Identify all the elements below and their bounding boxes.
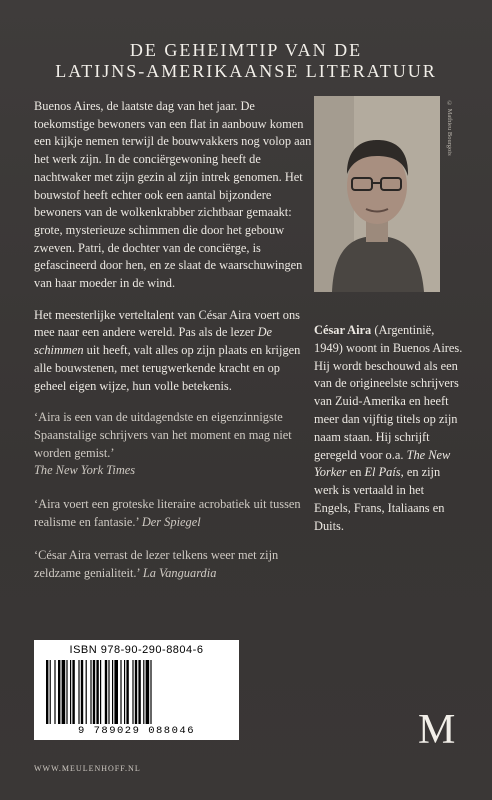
barcode-bar [146, 660, 150, 724]
review-quote-1 [34, 409, 312, 480]
barcode-bars [46, 660, 227, 724]
barcode-bar [58, 660, 60, 724]
author-portrait-illustration [314, 96, 440, 292]
book-title: De schimmen [34, 325, 273, 358]
author-photo [314, 96, 440, 292]
synopsis-paragraph: Buenos Aires, de laatste dag van het jaar. De toekomstige bewoners van een flat in aanbouw komen een kijkje nemen terwijl de bouwvakkers nog volop aan het werk zijn. In de conciërgewoning heeft de nachtwaker met zijn gezin al zijn intrek genomen. Het bouwstof heeft echter ook een aantal bijzondere bewoners van de wolkenkrabber zichtbaar gemaakt: grote, mysterieuze schimmen die door het gebouw zweven. Patri, de dochter van de conciërge, is gefascineerd door hen, en ze slaat de waarschuwingen van haar moeder in de wind. [34, 99, 312, 291]
publisher-logo: M [418, 707, 456, 753]
photo-credit: © Mathieu Bourgois [446, 100, 453, 156]
quote-text: ‘Aira voert een groteske literaire acrobatiek uit tussen realisme en fantasie.’ [34, 497, 301, 529]
barcode-bar [105, 660, 107, 724]
barcode-bar [114, 660, 118, 724]
bio-and: en [346, 465, 365, 480]
barcode-bar [70, 660, 71, 724]
publication-1: The New Yorker [314, 447, 451, 480]
ean-number: 9 789029 088046 [77, 725, 195, 737]
barcode-bar [112, 660, 113, 724]
talent-text-2: uit heeft, valt alles op zijn plaats en krijgen alle bouwstenen, met terugwerkende kracht en op geheel eigen wijze, hun volle betekenis. [34, 343, 301, 393]
barcode-bar [66, 660, 67, 724]
bio-text-1: (Argentinië, 1949) woont in Buenos Aires. Hij wordt beschouwd als een van de origineelste schrijvers van Zuid-Amerika en heeft meer dan vijftig titels op zijn naam staan. Hij schrijft geregeld voor o.a. [314, 323, 463, 462]
barcode-bar [81, 660, 83, 724]
talent-paragraph [34, 307, 312, 396]
barcode-bar [50, 660, 51, 724]
isbn-text: ISBN 978-90-290-8804-6 [69, 644, 204, 656]
headline-line-1: DE GEHEIMTIP VAN DE [129, 40, 363, 60]
barcode-bar [143, 660, 144, 724]
publication-2: El País [364, 465, 401, 480]
barcode-bar [72, 660, 74, 724]
barcode-bar [54, 660, 55, 724]
barcode-bar [120, 660, 121, 724]
barcode-bar [96, 660, 98, 724]
author-bio [314, 322, 464, 536]
quote-text: ‘César Aira verrast de lezer telkens weer met zijn zeldzame genialiteit.’ [34, 548, 279, 581]
barcode-bar [86, 660, 87, 724]
bio-text-2: , en zijn werk is vertaald in het Engels, Frans, Italiaans en Duits. [314, 465, 445, 533]
quote-source: The New York Times [34, 463, 136, 478]
barcode-bar [46, 660, 48, 724]
barcode-bar [132, 660, 133, 724]
author-name: César Aira [314, 323, 372, 337]
barcode-bar [90, 660, 91, 724]
barcode-bar [62, 660, 66, 724]
quote-source: La Vanguardia [142, 566, 217, 581]
quote-text: ‘Aira is een van de uitdagendste en eigenzinnigste Spaanstalige schrijvers van het moment en mag niet worden gemist.’ [34, 410, 292, 460]
barcode-bar [150, 660, 151, 724]
barcode-bar [135, 660, 137, 724]
barcode-bar [78, 660, 79, 724]
barcode-bar [126, 660, 128, 724]
cover-headline [0, 40, 492, 82]
barcode-label [34, 640, 239, 740]
barcode-bar [124, 660, 125, 724]
review-quote-2 [34, 496, 312, 531]
review-quote-3 [34, 547, 312, 582]
talent-text-1: Het meesterlijke verteltalent van César Aira voert ons mee naar een andere wereld. Pas als de lezer [34, 307, 300, 340]
publisher-website: WWW.MEULENHOFF.NL [34, 764, 141, 773]
barcode-bar [100, 660, 101, 724]
barcode-bar [108, 660, 109, 724]
barcode-bar [138, 660, 140, 724]
headline-line-2: LATIJNS-AMERIKAANSE LITERATUUR [55, 61, 437, 81]
barcode-bar [93, 660, 95, 724]
blurb-column [34, 98, 312, 599]
quote-source: Der Spiegel [141, 514, 201, 529]
